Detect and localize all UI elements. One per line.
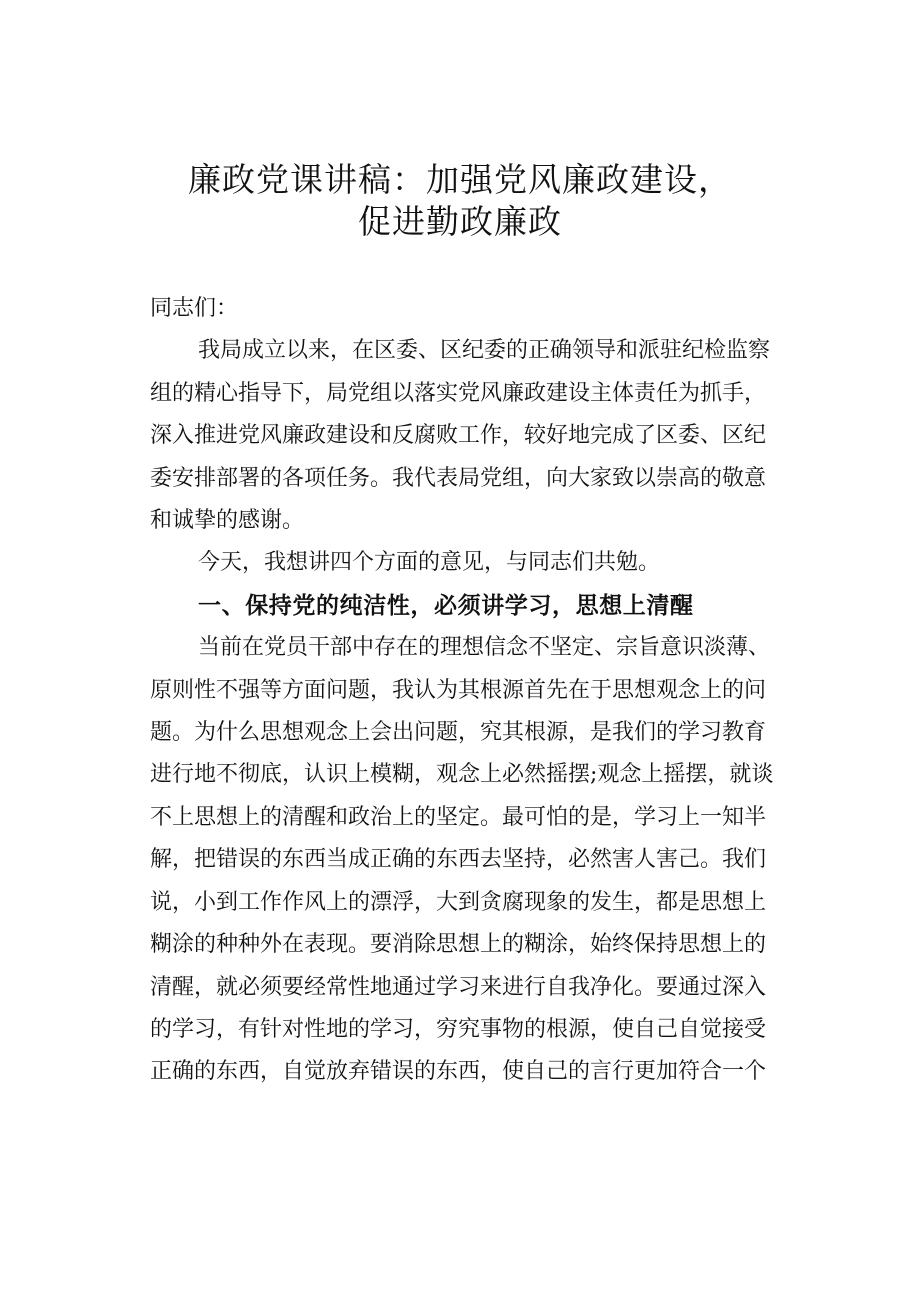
document-body <box>150 288 810 1094</box>
paragraph-3-line: 原则性不强等方面问题，我认为其根源首先在于思想观念上的问 <box>150 677 767 703</box>
document-title-line-1: 廉政党课讲稿：加强党风廉政建设， <box>188 160 732 199</box>
paragraph-3-line: 当前在党员干部中存在的理想信念不坚定、宗旨意识淡薄、 <box>198 635 771 661</box>
section-1-heading: 一、保持党的纯洁性，必须讲学习，思想上清醒 <box>198 592 694 619</box>
paragraph-3-line: 清醒，就必须要经常性地通过学习来进行自我净化。要通过深入 <box>150 974 767 1000</box>
paragraph-3-line: 的学习，有针对性地的学习，穷究事物的根源，使自己自觉接受 <box>150 1016 767 1042</box>
paragraph-3-line: 说，小到工作作风上的漂浮，大到贪腐现象的发生，都是思想上 <box>150 889 767 915</box>
paragraph-1-line: 深入推进党风廉政建设和反腐败工作，较好地完成了区委、区纪 <box>150 423 767 449</box>
document-title-line-2: 促进勤政廉政 <box>358 202 562 241</box>
salutation: 同志们： <box>150 296 239 321</box>
paragraph-2: 今天，我想讲四个方面的意见，与同志们共勉。 <box>198 550 661 576</box>
paragraph-1-line: 我局成立以来，在区委、区纪委的正确领导和派驻纪检监察 <box>198 338 771 364</box>
paragraph-1-line: 组的精心指导下，局党组以落实党风廉政建设主体责任为抓手， <box>150 380 767 406</box>
paragraph-3-line: 题。为什么思想观念上会出问题，究其根源，是我们的学习教育 <box>150 720 767 746</box>
paragraph-3-line: 正确的东西，自觉放弃错误的东西，使自己的言行更加符合一个 <box>150 1059 767 1085</box>
paragraph-3-line: 进行地不彻底，认识上模糊，观念上必然摇摆;观念上摇摆，就谈 <box>150 762 774 788</box>
paragraph-3 <box>150 627 810 1093</box>
paragraph-1-line: 委安排部署的各项任务。我代表局党组，向大家致以崇高的敬意 <box>150 465 767 491</box>
paragraph-3-line: 解，把错误的东西当成正确的东西去坚持，必然害人害己。我们 <box>150 847 767 873</box>
paragraph-1-line: 和诚挚的感谢。 <box>150 508 305 534</box>
paragraph-3-line: 不上思想上的清醒和政治上的坚定。最可怕的是，学习上一知半 <box>150 804 767 830</box>
paragraph-1 <box>150 330 810 542</box>
paragraph-3-line: 糊涂的种种外在表现。要消除思想上的糊涂，始终保持思想上的 <box>150 932 767 958</box>
